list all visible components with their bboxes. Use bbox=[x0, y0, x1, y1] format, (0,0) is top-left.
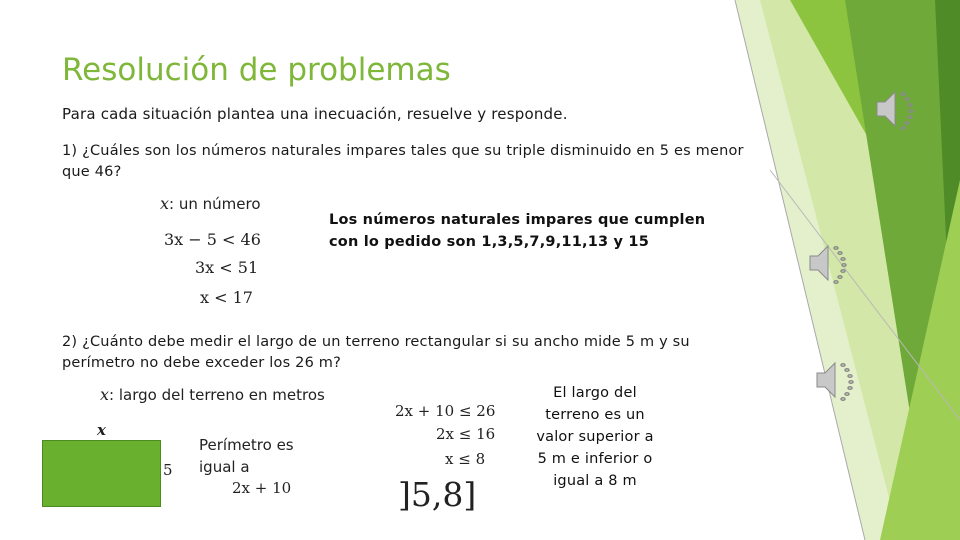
instructions: Para cada situación plantea una inecuación, resuelve y responde. bbox=[62, 105, 568, 123]
rectangle-width-label: 5 bbox=[163, 461, 173, 479]
problem2-answer bbox=[522, 382, 668, 492]
page-title: Resolución de problemas bbox=[62, 52, 451, 88]
problem2-answer-line3: valor superior a bbox=[536, 429, 654, 445]
problem2-step-2: 2x ≤ 16 bbox=[436, 425, 496, 443]
problem2-answer-line2: terreno es un bbox=[545, 407, 645, 423]
problem1-variable-definition: x: un número bbox=[160, 194, 261, 213]
perimeter-line2: igual a bbox=[199, 458, 250, 476]
problem1-answer-line2: con lo pedido son 1,3,5,7,9,11,13 y 15 bbox=[329, 234, 650, 250]
speaker-icon[interactable] bbox=[806, 240, 852, 286]
problem2-question-line1: 2) ¿Cuánto debe medir el largo de un terreno rectangular si su ancho mide 5 m y su bbox=[62, 334, 690, 350]
problem2-answer-line5: igual a 8 m bbox=[553, 473, 637, 489]
solution-interval: ]5,8] bbox=[398, 475, 477, 514]
problem1-answer-line1: Los números naturales impares que cumplen bbox=[329, 212, 706, 228]
problem2-variable-definition: x: largo del terreno en metros bbox=[100, 385, 325, 404]
speaker-icon[interactable] bbox=[813, 357, 859, 403]
problem1-answer bbox=[329, 209, 705, 253]
problem2-question bbox=[62, 332, 752, 374]
perimeter-text bbox=[199, 434, 294, 478]
problem2-step-1: 2x + 10 ≤ 26 bbox=[395, 402, 496, 420]
problem2-step-3: x ≤ 8 bbox=[445, 450, 486, 468]
problem1-step-2: 3x < 51 bbox=[195, 258, 259, 277]
problem2-answer-line1: El largo del bbox=[553, 385, 637, 401]
problem1-question: 1) ¿Cuáles son los números naturales impares tales que su triple disminuido en 5 es menor que 46? bbox=[62, 143, 744, 180]
perimeter-line1: Perímetro es bbox=[199, 436, 294, 454]
terrain-rectangle bbox=[42, 440, 161, 507]
perimeter-expression: 2x + 10 bbox=[232, 479, 292, 497]
rectangle-length-label: x bbox=[97, 421, 106, 439]
problem1-step-3: x < 17 bbox=[200, 288, 253, 307]
speaker-icon[interactable] bbox=[873, 86, 919, 132]
problem2-answer-line4: 5 m e inferior o bbox=[537, 451, 653, 467]
problem2-question-line2: perímetro no debe exceder los 26 m? bbox=[62, 355, 342, 371]
problem1-step-1: 3x − 5 < 46 bbox=[164, 230, 261, 249]
